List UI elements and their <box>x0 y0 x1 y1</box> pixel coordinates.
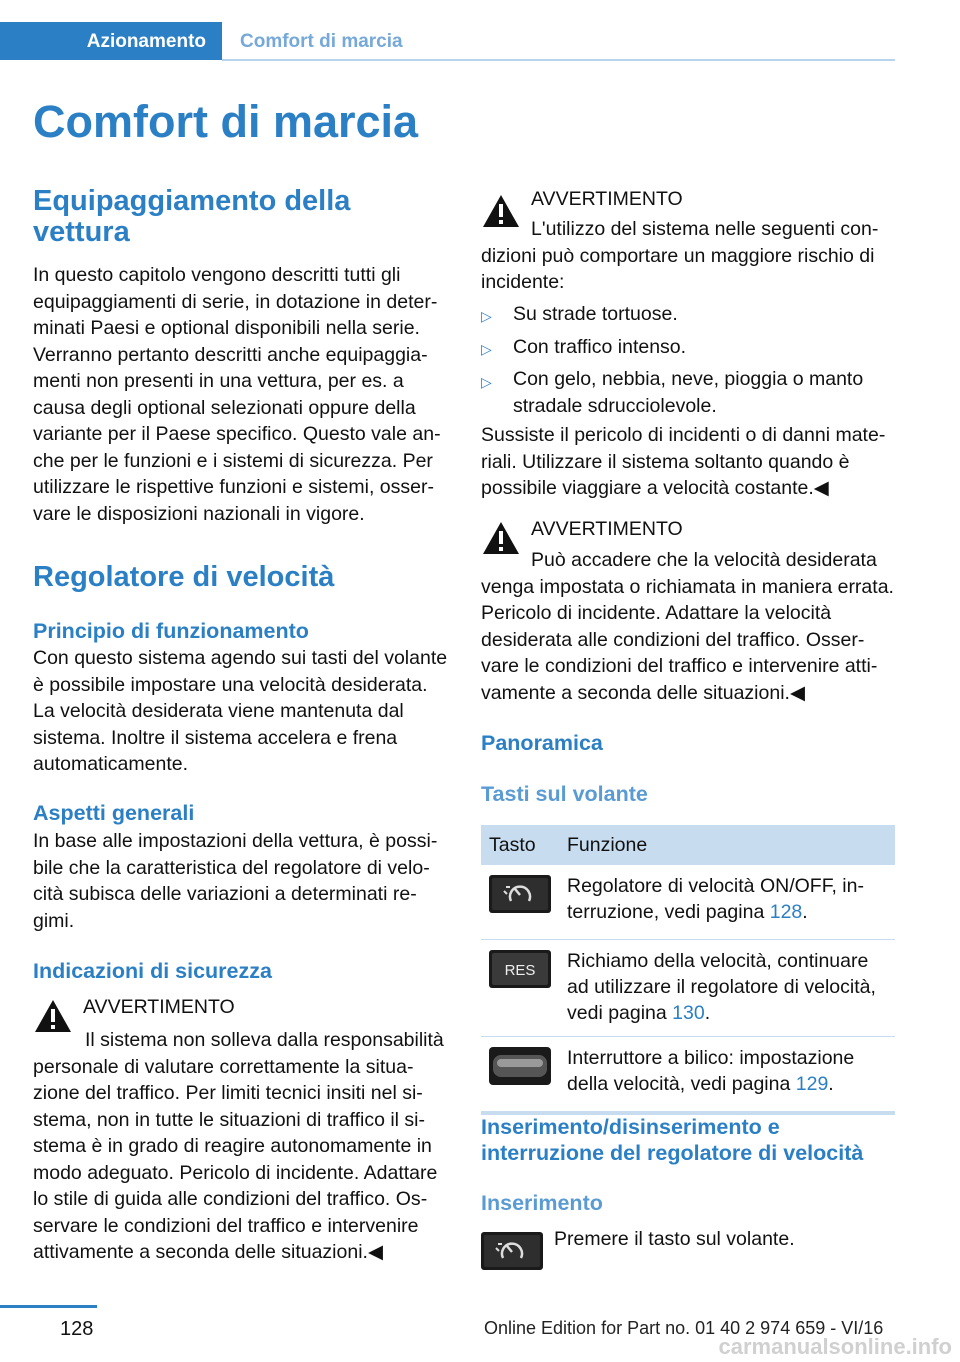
general-title: Aspetti generali <box>33 801 195 825</box>
header-divider <box>222 59 895 61</box>
buttons-table <box>481 825 895 1115</box>
cruise-control-icon <box>489 875 551 913</box>
buttons-title: Tasti sul volante <box>481 782 648 806</box>
rocker-switch-icon <box>489 1047 551 1085</box>
table-cell-text: Richiamo della velocità, continuare ad utilizzare il regolatore di velocità, vedi pagina <box>567 950 876 1024</box>
bullet-icon: ▷ <box>481 341 492 357</box>
table-row <box>481 940 895 1037</box>
tab-comfort-di-marcia[interactable]: Comfort di marcia <box>240 31 403 52</box>
edition-text: Online Edition for Part no. 01 40 2 974 659 - VI/16 <box>484 1318 884 1338</box>
onoff-title: Inserimento/disinserimento e interruzione del regolatore di velocità <box>481 1115 864 1165</box>
tab-azionamento-label: Azionamento <box>86 31 206 52</box>
insert-title: Inserimento <box>481 1191 603 1215</box>
svg-text:RES: RES <box>504 962 536 979</box>
table-row <box>481 865 895 940</box>
table-cell-end: . <box>704 1002 711 1024</box>
res-button-icon <box>489 950 551 988</box>
warning-text: L'utilizzo del sistema nelle seguenti condizioni può comportare un maggiore rischio di incidente: <box>481 218 879 293</box>
principle-text: Con questo sistema agendo sui tasti del volante è possibile impostare una velocità desiderata. La velocità desiderata viene mantenuta dal sistema. Inoltre il sistema accelera e frena automaticamente. <box>33 647 448 775</box>
warning-label: AVVERTIMENTO <box>83 996 235 1018</box>
page-number: 128 <box>60 1318 94 1340</box>
principle-title: Principio di funzionamento <box>33 619 309 643</box>
tab-azionamento[interactable] <box>0 22 222 60</box>
table-cell-text: Regolatore di velocità ON/OFF, interruzione, vedi pagina <box>567 875 864 923</box>
page-title: Comfort di marcia <box>33 96 419 147</box>
warning-label: AVVERTIMENTO <box>531 188 683 210</box>
section-equipaggiamento-text: In questo capitolo vengono descritti tutti gli equipaggiamenti di serie, in dotazione in determinati Paesi e optional disponibili nella serie. Verranno pertanto descritti anche equipaggiamenti non presenti in una vettura, per es. a causa degli optional selezionati oppure della variante per il Paese specifico. Questo vale anche per le funzioni e i sistemi di sicurezza. Per utilizzare le rispettive funzioni e sistemi, osservare le disposizioni nazionali in vigore. <box>33 264 441 525</box>
table-cell-text: Interruttore a bilico: impostazione della velocità, vedi pagina <box>567 1047 855 1095</box>
section-equipaggiamento-title: Equipaggiamento della vettura <box>33 185 351 248</box>
page-link[interactable]: 130 <box>672 1002 705 1024</box>
section-regolatore-title: Regolatore di velocità <box>33 561 335 593</box>
list-item: Con gelo, nebbia, neve, pioggia o manto stradale sdrucciolevole. <box>513 368 864 417</box>
footer-divider <box>0 1305 97 1308</box>
insert-text: Premere il tasto sul volante. <box>554 1228 795 1250</box>
warning-text: Il sistema non solleva dalla responsabilità personale di valutare correttamente la situazione del traffico. Per limiti tecnici insiti nel sistema, non in tutte le situazioni di traffico il sistema è in grado di reagire autonomamente in modo adeguato. Pericolo di incidente. Adattare lo stile di guida alle condizioni del traffico. Osservare le condizioni del traffico e intervenire attivamente a seconda delle situazioni.◀ <box>33 1029 444 1263</box>
page-link[interactable]: 128 <box>769 901 803 923</box>
cruise-control-icon <box>481 1232 543 1270</box>
watermark: carmanualsonline.info <box>718 1334 952 1359</box>
table-header-tasto: Tasto <box>481 825 559 865</box>
page-link[interactable]: 129 <box>795 1073 829 1095</box>
table-cell-end: . <box>802 901 808 923</box>
warning-label: AVVERTIMENTO <box>531 518 683 540</box>
risk-list <box>481 301 899 431</box>
table-header-funzione: Funzione <box>559 825 895 865</box>
bullet-icon: ▷ <box>481 374 492 390</box>
overview-title: Panoramica <box>481 731 603 755</box>
bullet-icon: ▷ <box>481 308 492 324</box>
general-text: In base alle impostazioni della vettura, è possibile che la caratteristica del regolatore di velocità subisca delle variazioni a determinati regimi. <box>33 830 438 932</box>
safety-title: Indicazioni di sicurezza <box>33 959 272 983</box>
list-item: Su strade tortuose. <box>513 303 678 325</box>
list-item: Con traffico intenso. <box>513 336 687 358</box>
warning-conclusion: Sussiste il pericolo di incidenti o di danni materiali. Utilizzare il sistema soltanto quando è possibile viaggiare a velocità costante.◀ <box>481 424 886 499</box>
table-row <box>481 1037 895 1114</box>
warning-text: Può accadere che la velocità desiderata venga impostata o richiamata in maniera errata. Pericolo di incidente. Adattare la velocità desiderata alle condizioni del traffico. Osservare le condizioni del traffico e intervenire attivamente a seconda delle situazioni.◀ <box>481 549 894 704</box>
table-cell-end: . <box>828 1073 834 1095</box>
